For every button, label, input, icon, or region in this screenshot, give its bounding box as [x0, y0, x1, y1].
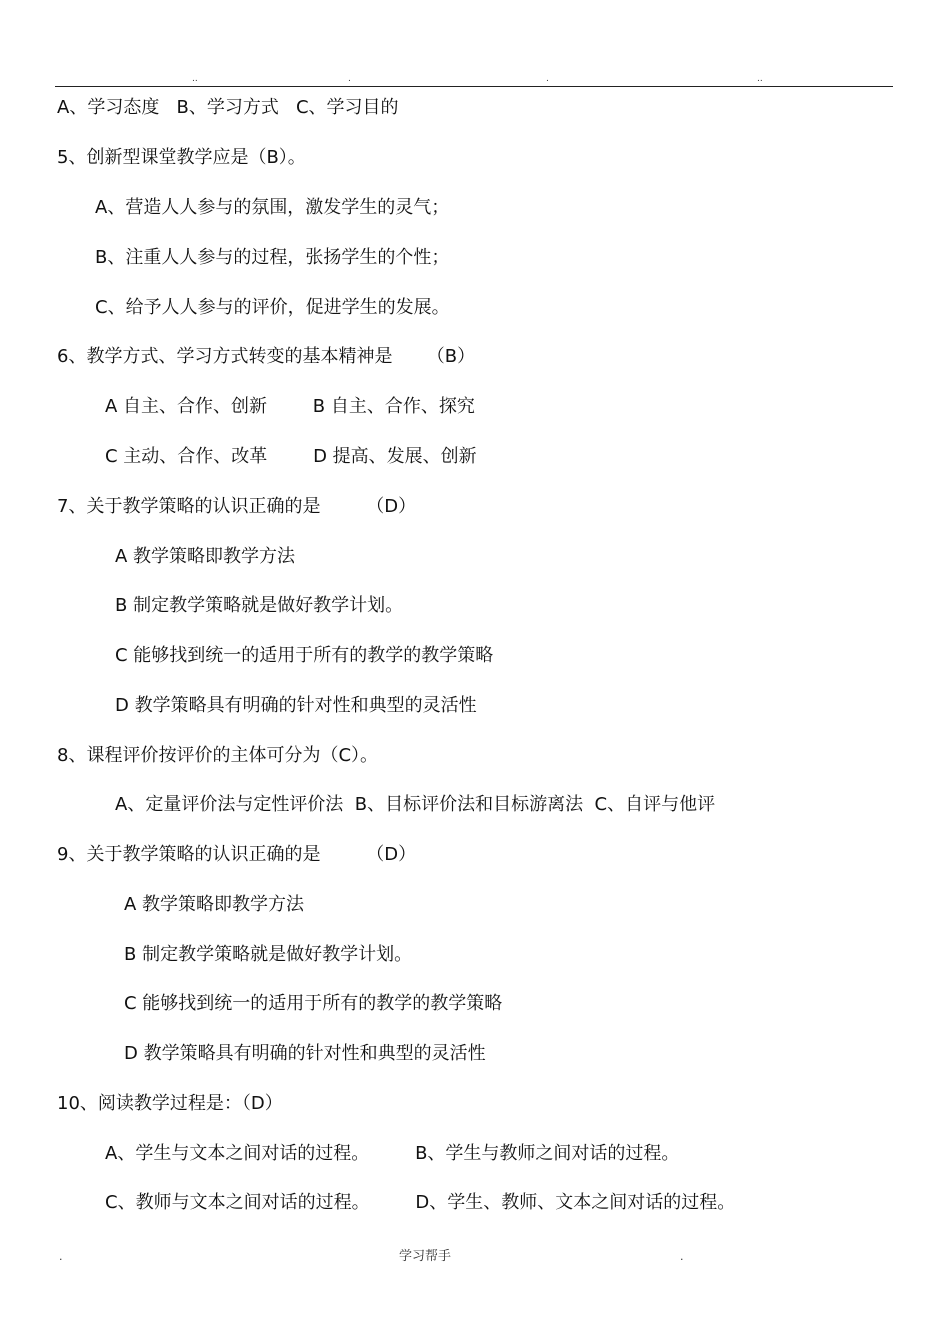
option-9c: C 能够找到统一的适用于所有的教学的教学策略: [124, 993, 503, 1014]
option-9a: A 教学策略即教学方法: [124, 894, 305, 915]
option-line-10cd: C、教师与文本之间对话的过程。 D、学生、教师、文本之间对话的过程。: [105, 1192, 736, 1213]
header-rule: [55, 86, 893, 87]
option-7d: D 教学策略具有明确的针对性和典型的灵活性: [115, 695, 477, 716]
header-dot: .: [546, 74, 549, 84]
question-5: 5、创新型课堂教学应是（B）。: [57, 147, 306, 168]
question-6: 6、教学方式、学习方式转变的基本精神是 （B）: [57, 346, 476, 367]
option-line-6ab: A 自主、合作、创新 B 自主、合作、探究: [105, 396, 475, 417]
footer-dot-right: .: [680, 1250, 684, 1263]
option-7c: C 能够找到统一的适用于所有的教学的教学策略: [115, 645, 494, 666]
option-line-10ab: A、学生与文本之间对话的过程。 B、学生与教师之间对话的过程。: [105, 1143, 680, 1164]
footer-dot-left: .: [59, 1250, 63, 1263]
option-5b: B、注重人人参与的过程，张扬学生的个性；: [95, 247, 450, 268]
question-9: 9、关于教学策略的认识正确的是 （D）: [57, 844, 417, 865]
question-10: 10、阅读教学过程是：（D）: [57, 1093, 283, 1114]
header-dot: ..: [192, 74, 198, 84]
footer-text: 学习帮手: [399, 1249, 452, 1264]
option-line-8: A、定量评价法与定性评价法 B、目标评价法和目标游离法 C、自评与他评: [115, 794, 716, 815]
question-7: 7、关于教学策略的认识正确的是 （D）: [57, 496, 417, 517]
option-7a: A 教学策略即教学方法: [115, 546, 296, 567]
question-8: 8、课程评价按评价的主体可分为（C）。: [57, 745, 379, 766]
option-9d: D 教学策略具有明确的针对性和典型的灵活性: [124, 1043, 486, 1064]
header-dot: .: [348, 74, 351, 84]
option-7b: B 制定教学策略就是做好教学计划。: [115, 595, 404, 616]
header-dot: ..: [757, 74, 763, 84]
option-line-6cd: C 主动、合作、改革 D 提高、发展、创新: [105, 446, 477, 467]
option-line-q4: A、学习态度 B、学习方式 C、学习目的: [57, 97, 399, 118]
option-5c: C、给予人人参与的评价，促进学生的发展。: [95, 297, 450, 318]
option-9b: B 制定教学策略就是做好教学计划。: [124, 944, 413, 965]
option-5a: A、营造人人参与的氛围，激发学生的灵气；: [95, 197, 450, 218]
